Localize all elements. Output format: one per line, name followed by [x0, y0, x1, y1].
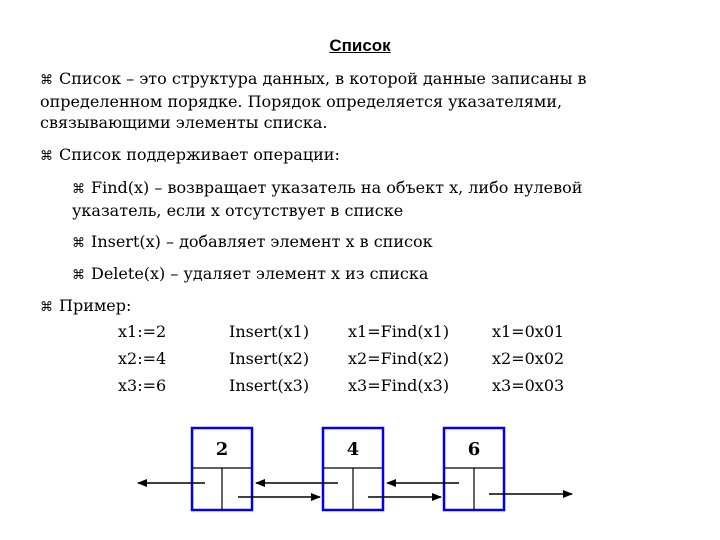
operations-intro: ⌘ Список поддерживает операции:: [40, 145, 340, 164]
operation-insert: ⌘ Insert(x) – добавляет элемент x в список: [72, 232, 433, 251]
definition-line-3: связывающими элементы списка.: [40, 113, 328, 132]
example-assignments: x1:=2 x2:=4 x3:=6: [118, 322, 167, 395]
example-finds: x1=Find(x1) x2=Find(x2) x3=Find(x3): [348, 322, 450, 395]
command-bullet-icon: ⌘: [72, 268, 85, 283]
node-value: 6: [467, 439, 481, 460]
example-addresses: x1=0x01 x2=0x02 x3=0x03: [492, 322, 565, 395]
slide-title: Список: [329, 36, 391, 55]
node-value: 4: [346, 439, 360, 460]
example-label: ⌘ Пример:: [40, 296, 132, 315]
command-bullet-icon: ⌘: [72, 236, 85, 251]
command-bullet-icon: ⌘: [72, 182, 85, 197]
definition-line-2: определенном порядке. Порядок определяется указателями,: [40, 92, 563, 111]
definition-line-1: ⌘ Список – это структура данных, в которой данные записаны в: [40, 69, 587, 88]
list-node-3: [444, 428, 504, 510]
command-bullet-icon: ⌘: [40, 73, 53, 88]
command-bullet-icon: ⌘: [40, 300, 53, 315]
node-value: 2: [215, 439, 229, 460]
command-bullet-icon: ⌘: [40, 149, 53, 164]
operation-delete: ⌘ Delete(x) – удаляет элемент x из списка: [72, 264, 429, 283]
example-inserts: Insert(x1) Insert(x2) Insert(x3): [229, 322, 310, 395]
operation-find: ⌘ Find(x) – возвращает указатель на объект x, либо нулевой указатель, если x отсутствует в списке: [72, 178, 583, 220]
